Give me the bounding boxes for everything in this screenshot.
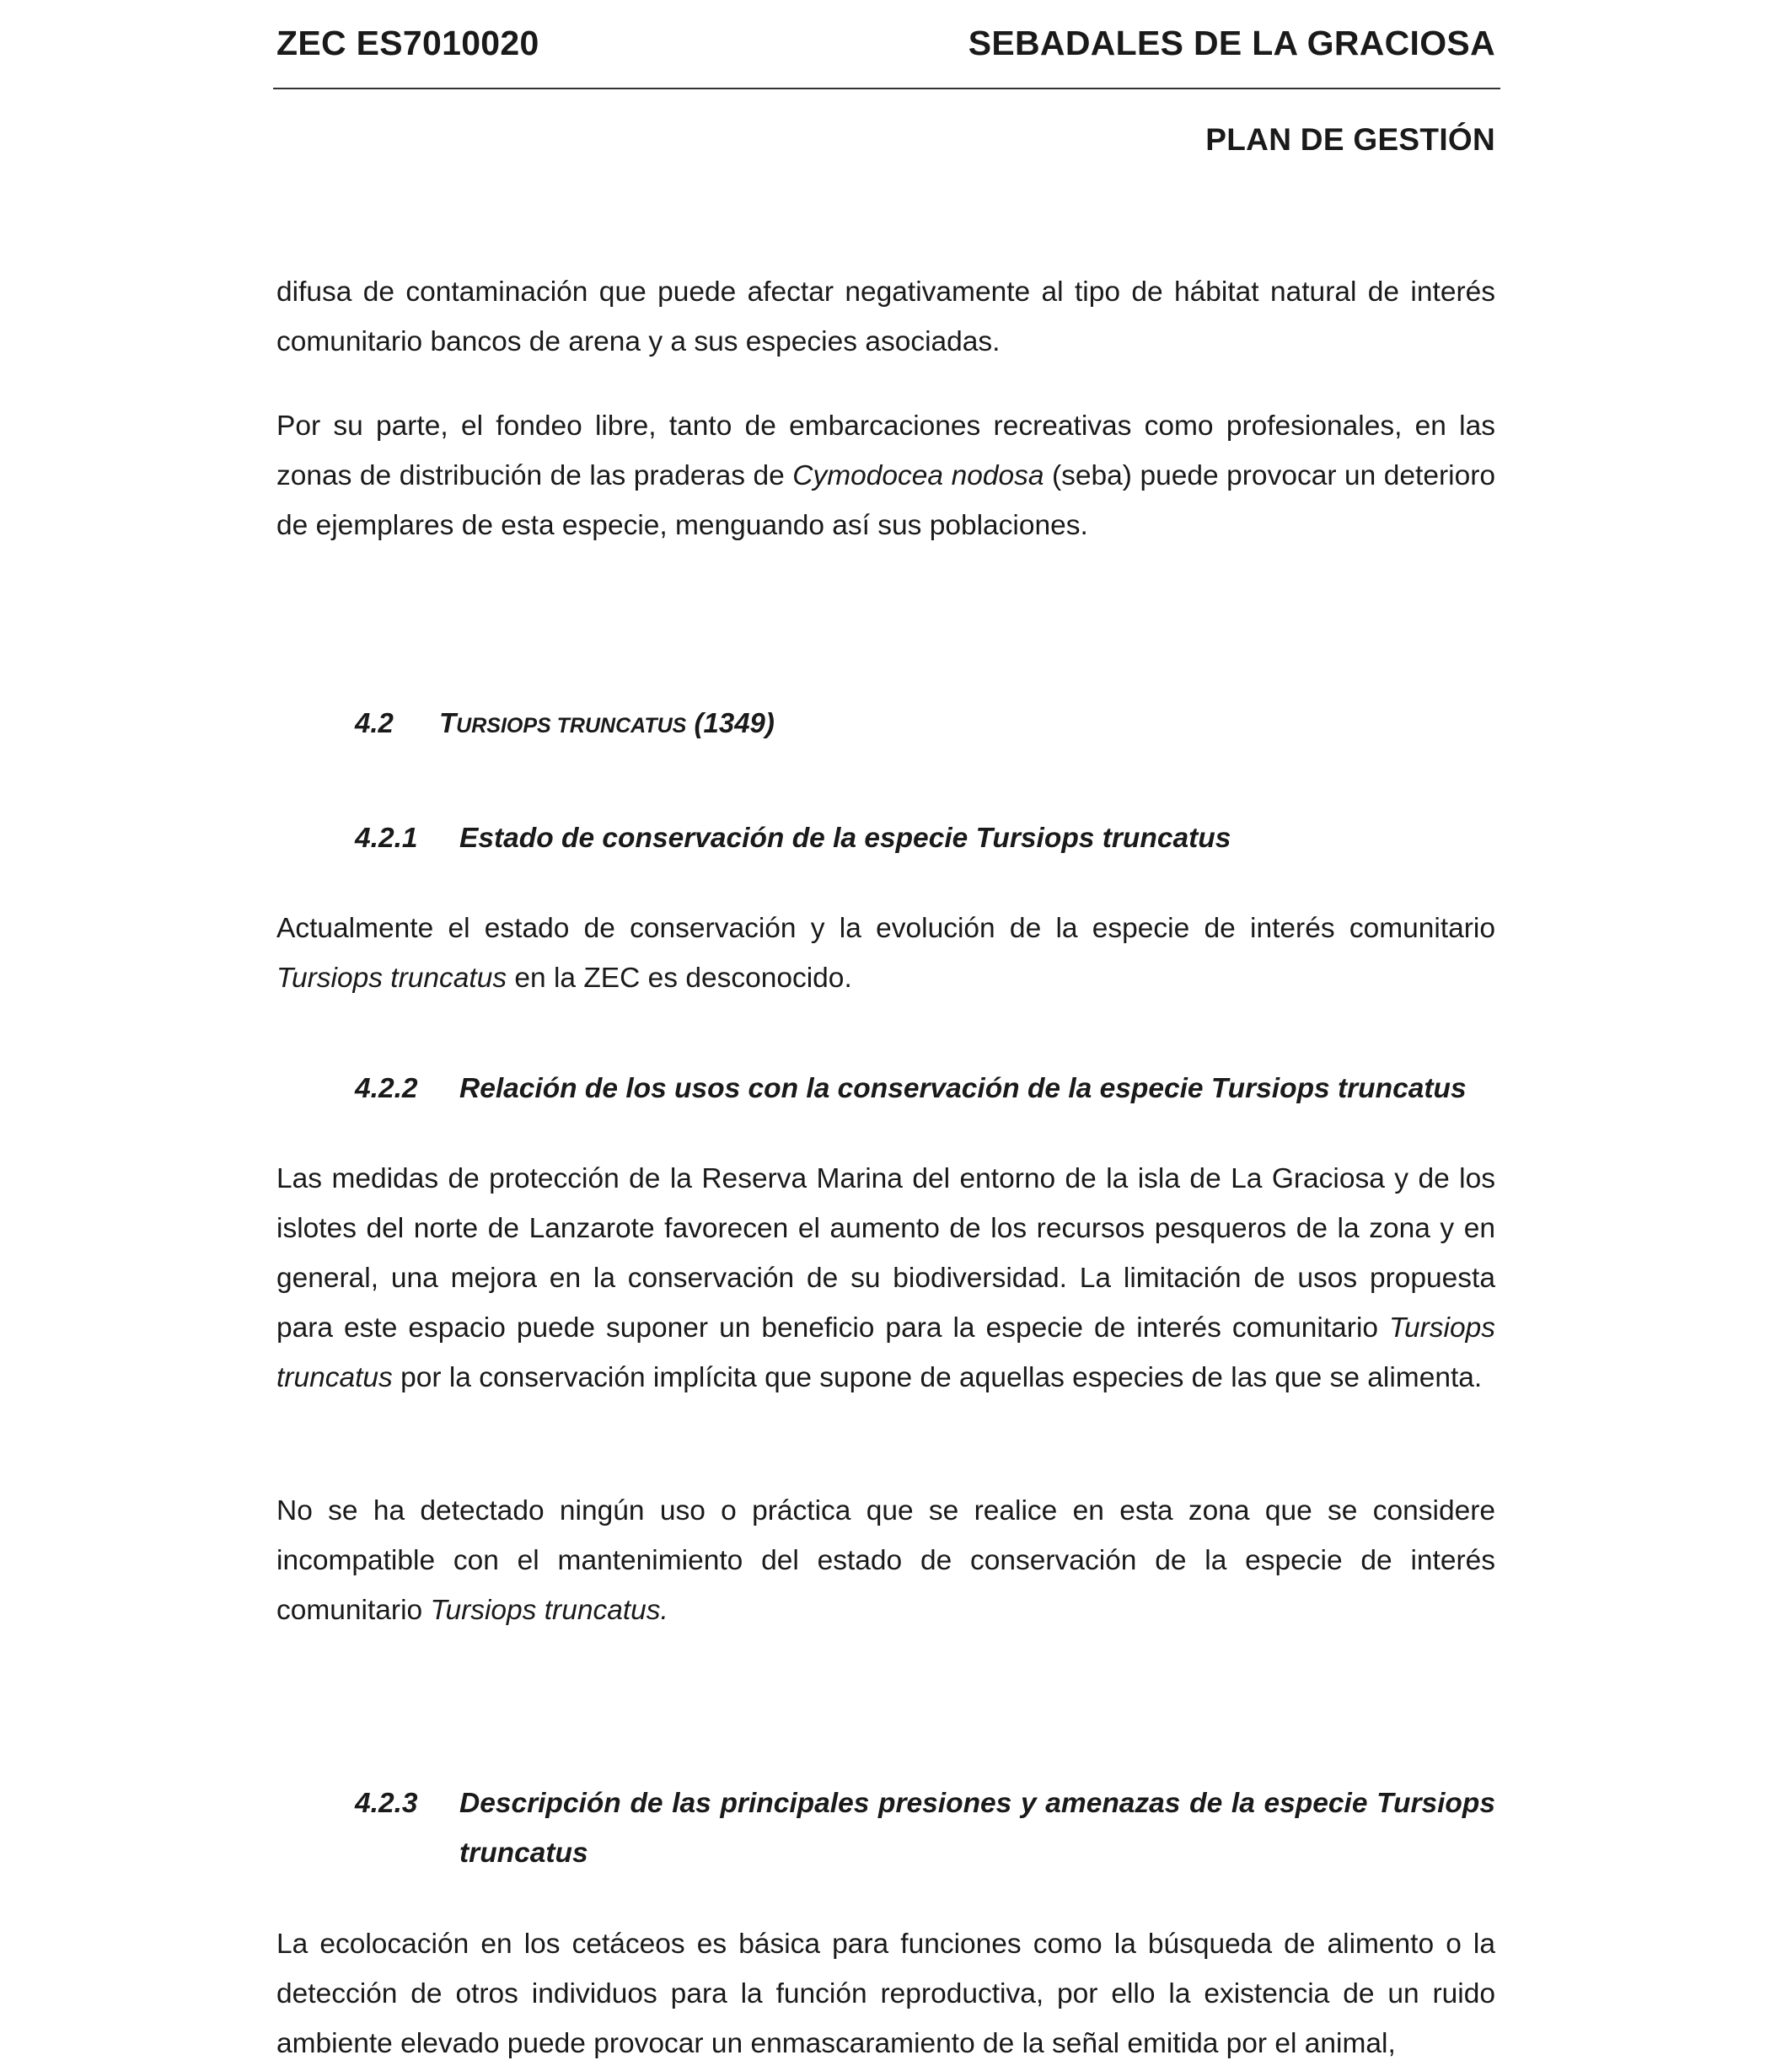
section-number: 4.2 — [355, 707, 394, 738]
section-heading-4-2 — [355, 707, 775, 739]
paragraph-medidas-proteccion — [276, 1154, 1495, 1403]
section-title: Descripción de las principales presiones y amenazas de la especie Tursiops truncatus — [459, 1788, 1495, 1869]
section-number: 4.2.3 — [355, 1788, 418, 1819]
paragraph-estado-conservacion — [276, 904, 1495, 1003]
section-number: 4.2.1 — [355, 823, 418, 854]
paragraph-text: La ecolocación en los cetáceos es básica para funciones como la búsqueda de alimento o la detección de otros individuos para la función reproductiva, por ello la existencia de un ruido ambiente elevado puede provocar un enmascaramiento de la señal emitida por el animal, — [276, 1929, 1495, 2059]
paragraph-text: Actualmente el estado de conservación y la evolución de la especie de interés comunitario — [276, 913, 1495, 944]
header-document-title: PLAN DE GESTIÓN — [1205, 122, 1495, 157]
paragraph-fondeo — [276, 401, 1495, 550]
section-title: Estado de conservación de la especie Tursiops truncatus — [459, 823, 1231, 854]
section-title-code: (1349) — [686, 707, 775, 738]
paragraph-text: en la ZEC es desconocido. — [507, 963, 852, 994]
header-site-name: SEBADALES DE LA GRACIOSA — [968, 24, 1495, 62]
species-name: Tursiops truncatus — [276, 963, 507, 994]
header-zec-code: ZEC ES7010020 — [276, 24, 539, 62]
paragraph-ecolocacion — [276, 1919, 1495, 2068]
section-title-smallcaps: URSIOPS TRUNCATUS — [456, 714, 687, 738]
paragraph-text: por la conservación implícita que supone de aquellas especies de las que se alimenta. — [392, 1362, 1483, 1393]
paragraph-text: Las medidas de protección de la Reserva Marina del entorno de la isla de La Graciosa y de los islotes del norte de Lanzarote favorecen el aumento de los recursos pesqueros de la zona y en general, una mejora en la conservación de su biodiversidad. La limitación de usos propuesta para este espacio puede suponer un beneficio para la especie de interés comunitario — [276, 1163, 1495, 1344]
paragraph-text: No se ha detectado ningún uso o práctica que se realice en esta zona que se considere incompatible con el mantenimiento del estado de conservación de la especie de interés comunitario — [276, 1495, 1495, 1626]
species-name: Cymodocea nodosa — [792, 460, 1044, 491]
paragraph-contaminacion — [276, 267, 1495, 367]
species-name: Tursiops truncatus — [276, 1312, 1495, 1393]
section-number: 4.2.2 — [355, 1073, 418, 1104]
paragraph-text: difusa de contaminación que puede afectar negativamente al tipo de hábitat natural de interés comunitario bancos de arena y a sus especies asociadas. — [276, 276, 1495, 357]
paragraph-text: (seba) puede provocar un deterioro de ejemplares de esta especie, menguando así sus poblaciones. — [276, 460, 1495, 541]
species-name: Tursiops truncatus. — [430, 1595, 668, 1626]
paragraph-text: Por su parte, el fondeo libre, tanto de embarcaciones recreativas como profesionales, en las zonas de distribución de las praderas de — [276, 410, 1495, 491]
paragraph-usos-incompatibles — [276, 1486, 1495, 1635]
header-divider — [273, 88, 1500, 89]
section-title-initial: T — [439, 707, 457, 738]
section-title: Relación de los usos con la conservación de la especie Tursiops truncatus — [459, 1073, 1467, 1104]
